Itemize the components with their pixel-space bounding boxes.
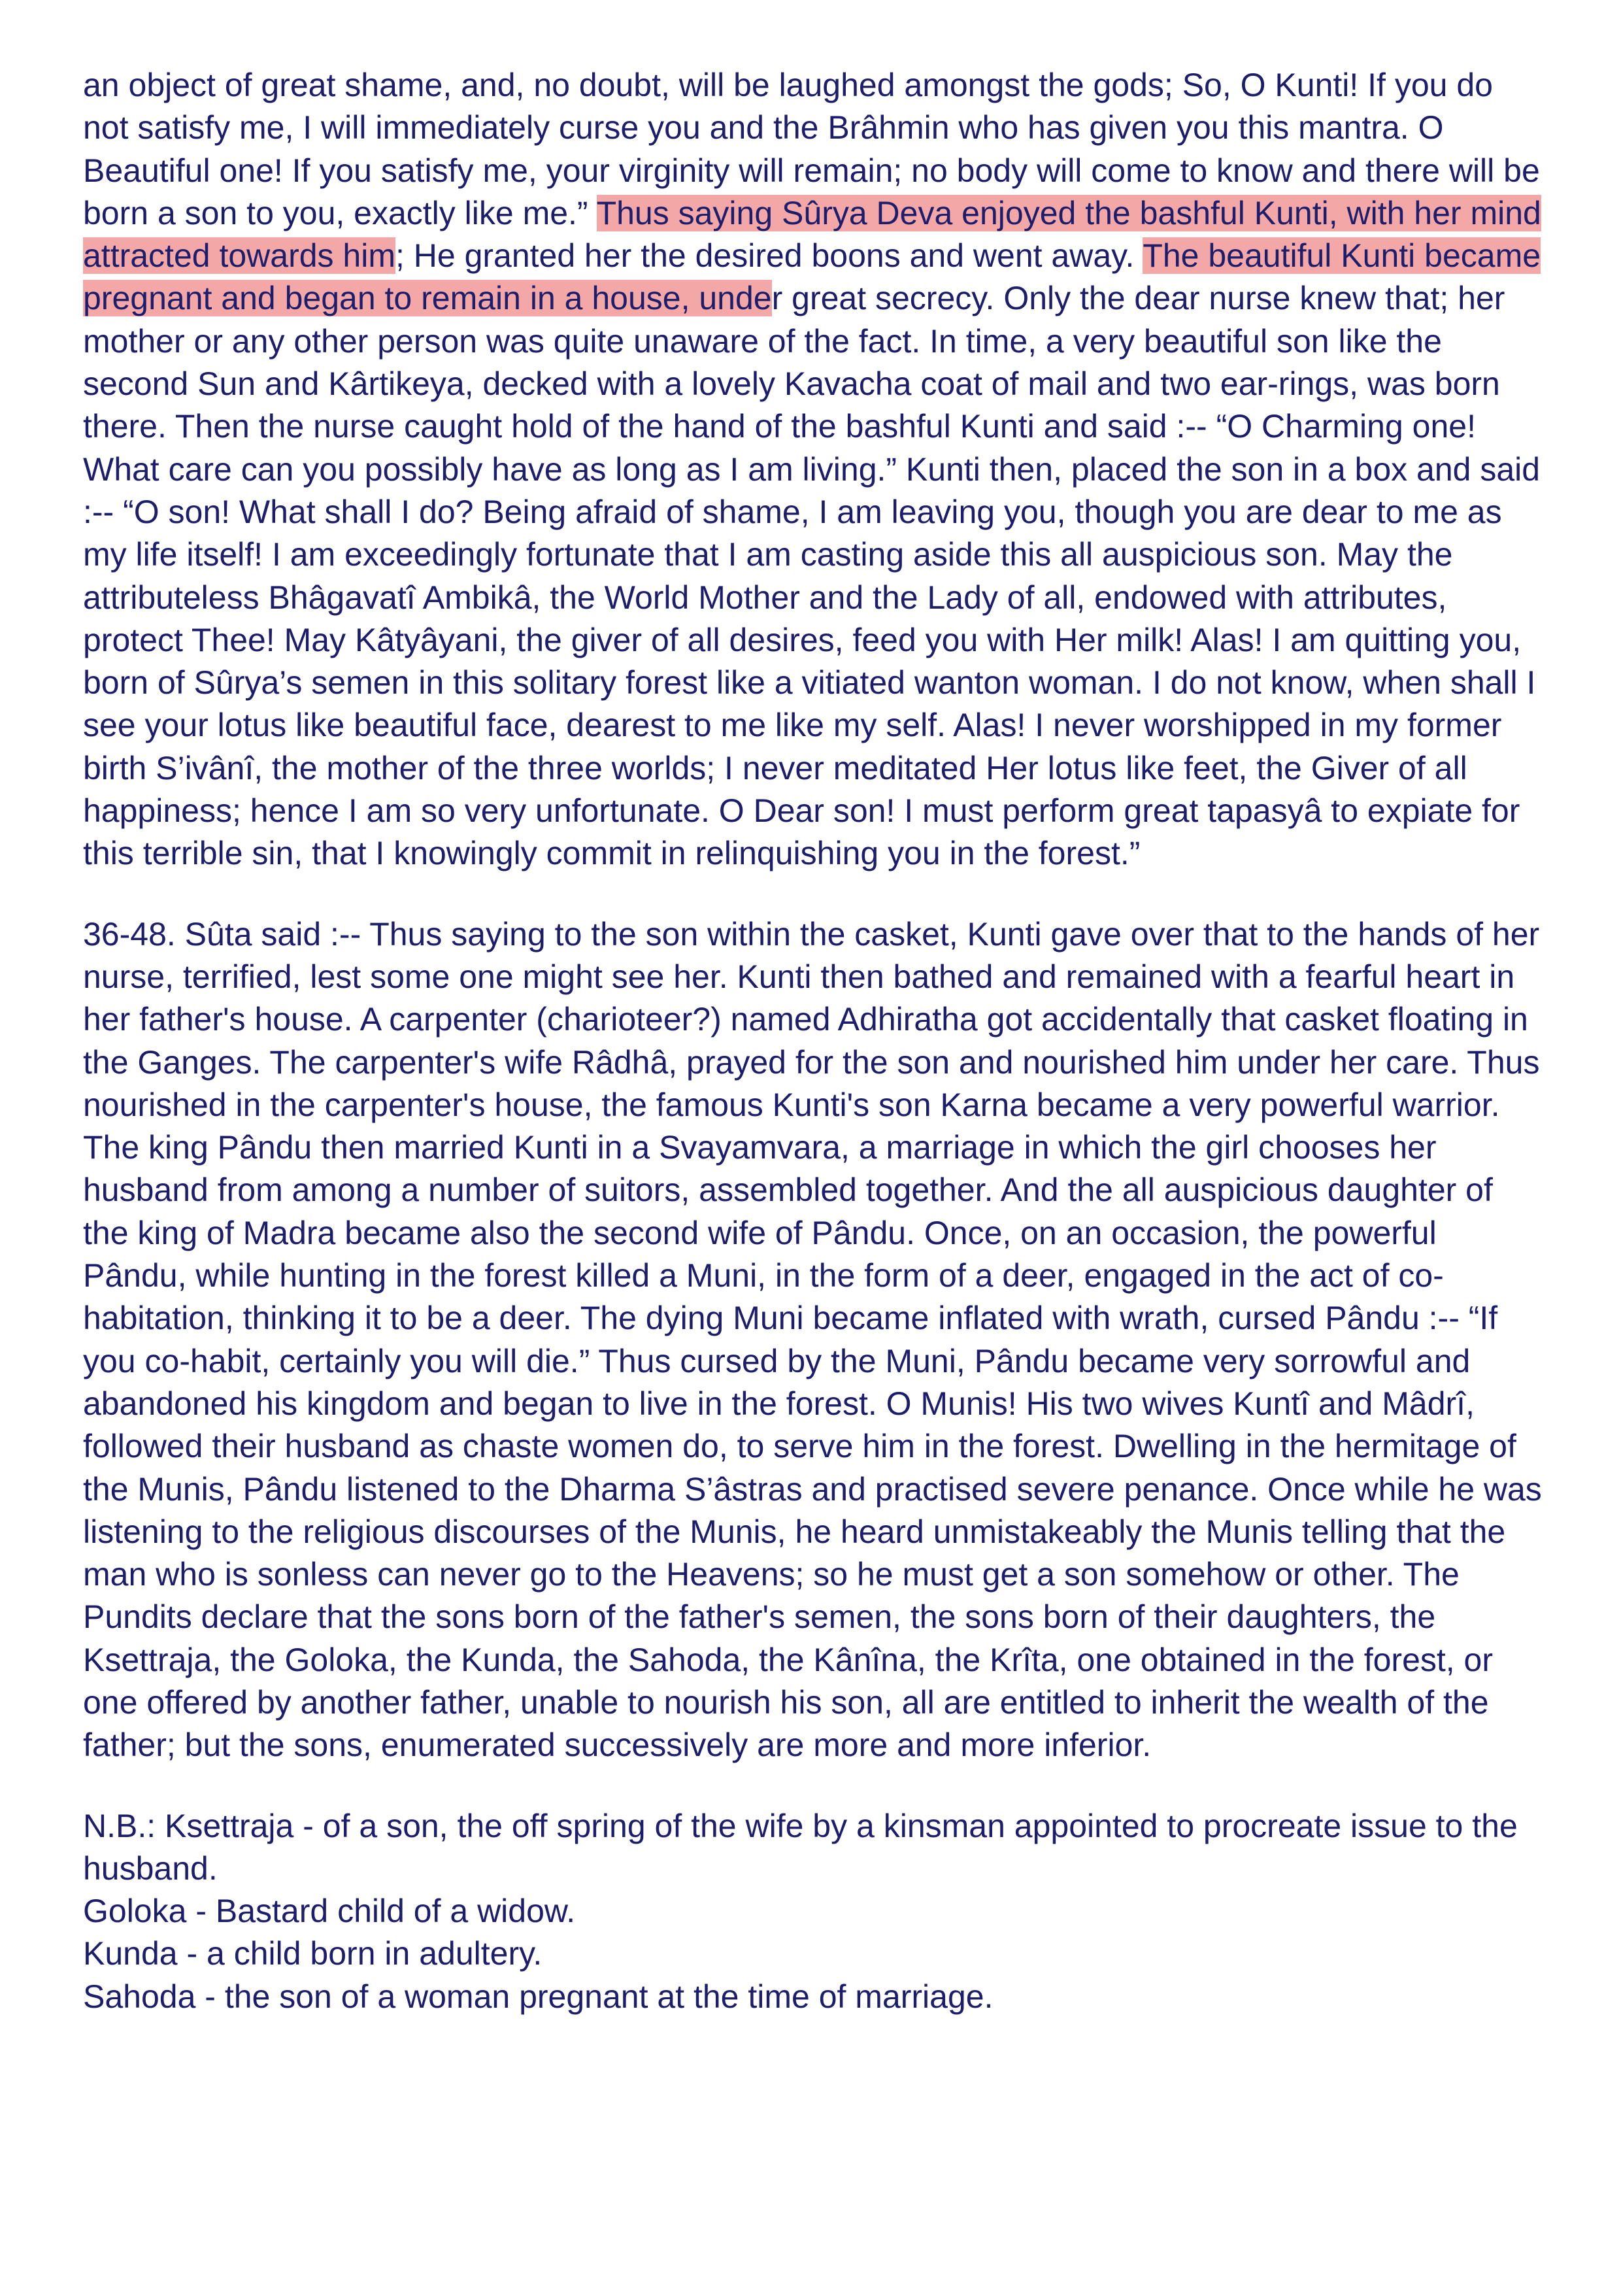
paragraph-1-text-b: ; He granted her the desired boons and went away. <box>395 237 1143 275</box>
notes-block <box>83 1805 1547 2018</box>
highlight-1: Thus saying Sûrya Deva enjoyed the bashful Kunti, with her mind attracted towards him <box>83 194 1541 275</box>
highlight-2: The beautiful Kunti became pregnant and began to remain in a house, unde <box>83 237 1541 317</box>
note-nb: N.B.: Ksettraja - of a son, the off spring of the wife by a kinsman appointed to procreate issue to the husband. <box>83 1807 1518 1887</box>
paragraph-1 <box>83 64 1547 875</box>
paragraph-1-text-c: r great secrecy. Only the dear nurse knew that; her mother or any other person was quite unaware of the fact. In time, a very beautiful son like the second Sun and Kârtikeya, decked with a lovely Kavacha coat of mail and two ear-rings, was born there. Then the nurse caught hold of the hand of the bashful Kunti and said :-- “O Charming one! What care can you possibly have as long as I am living.” Kunti then, placed the son in a box and said :-- “O son! What shall I do? Being afraid of shame, I am leaving you, though you are dear to me as my life itself! I am exceedingly fortunate that I am casting aside this all auspicious son. May the attributeless Bhâgavatî Ambikâ, the World Mother and the Lady of all, endowed with attributes, protect Thee! May Kâtyâyani, the giver of all desires, feed you with Her milk! Alas! I am quitting you, born of Sûrya’s semen in this solitary forest like a vitiated wanton woman. I do not know, when shall I see your lotus like beautiful face, dearest to me like my self. Alas! I never worshipped in my former birth S’ivânî, the mother of the three worlds; I never meditated Her lotus like feet, the Giver of all happiness; hence I am so very unfortunate. O Dear son! I must perform great tapasyâ to expiate for this terrible sin, that I knowingly commit in relinquishing you in the forest.” <box>83 280 1541 872</box>
note-kunda: Kunda - a child born in adultery. <box>83 1935 543 1972</box>
document-page <box>83 64 1547 2018</box>
paragraph-1-text-a: an object of great shame, and, no doubt, will be laughed amongst the gods; So, O Kunti! If you do not satisfy me, I will immediately curse you and the Brâhmin who has given you this mantra. O Beautiful one! If you satisfy me, your virginity will remain; no body will come to know and there will be born a son to you, exactly like me.” <box>83 67 1540 231</box>
paragraph-2: 36-48. Sûta said :-- Thus saying to the son within the casket, Kunti gave over that to the hands of her nurse, terrified, lest some one might see her. Kunti then bathed and remained with a fearful heart in her father's house. A carpenter (charioteer?) named Adhiratha got accidentally that casket floating in the Ganges. The carpenter's wife Râdhâ, prayed for the son and nourished him under her care. Thus nourished in the carpenter's house, the famous Kunti's son Karna became a very powerful warrior. The king Pându then married Kunti in a Svayamvara, a marriage in which the girl chooses her husband from among a number of suitors, assembled together. And the all auspicious daughter of the king of Madra became also the second wife of Pându. Once, on an occasion, the powerful Pându, while hunting in the forest killed a Muni, in the form of a deer, engaged in the act of co-habitation, thinking it to be a deer. The dying Muni became inflated with wrath, cursed Pându :-- “If you co-habit, certainly you will die.” Thus cursed by the Muni, Pându became very sorrowful and abandoned his kingdom and began to live in the forest. O Munis! His two wives Kuntî and Mâdrî, followed their husband as chaste women do, to serve him in the forest. Dwelling in the hermitage of the Munis, Pându listened to the Dharma S’âstras and practised severe penance. Once while he was listening to the religious discourses of the Munis, he heard unmistakeably the Munis telling that the man who is sonless can never go to the Heavens; so he must get a son somehow or other. The Pundits declare that the sons born of the father's semen, the sons born of their daughters, the Ksettraja, the Goloka, the Kunda, the Sahoda, the Kânîna, the Krîta, one obtained in the forest, or one offered by another father, unable to nourish his son, all are entitled to inherit the wealth of the father; but the sons, enumerated successively are more and more inferior. <box>83 915 1542 1764</box>
note-goloka: Goloka - Bastard child of a widow. <box>83 1893 576 1930</box>
note-sahoda: Sahoda - the son of a woman pregnant at the time of marriage. <box>83 1978 994 2015</box>
